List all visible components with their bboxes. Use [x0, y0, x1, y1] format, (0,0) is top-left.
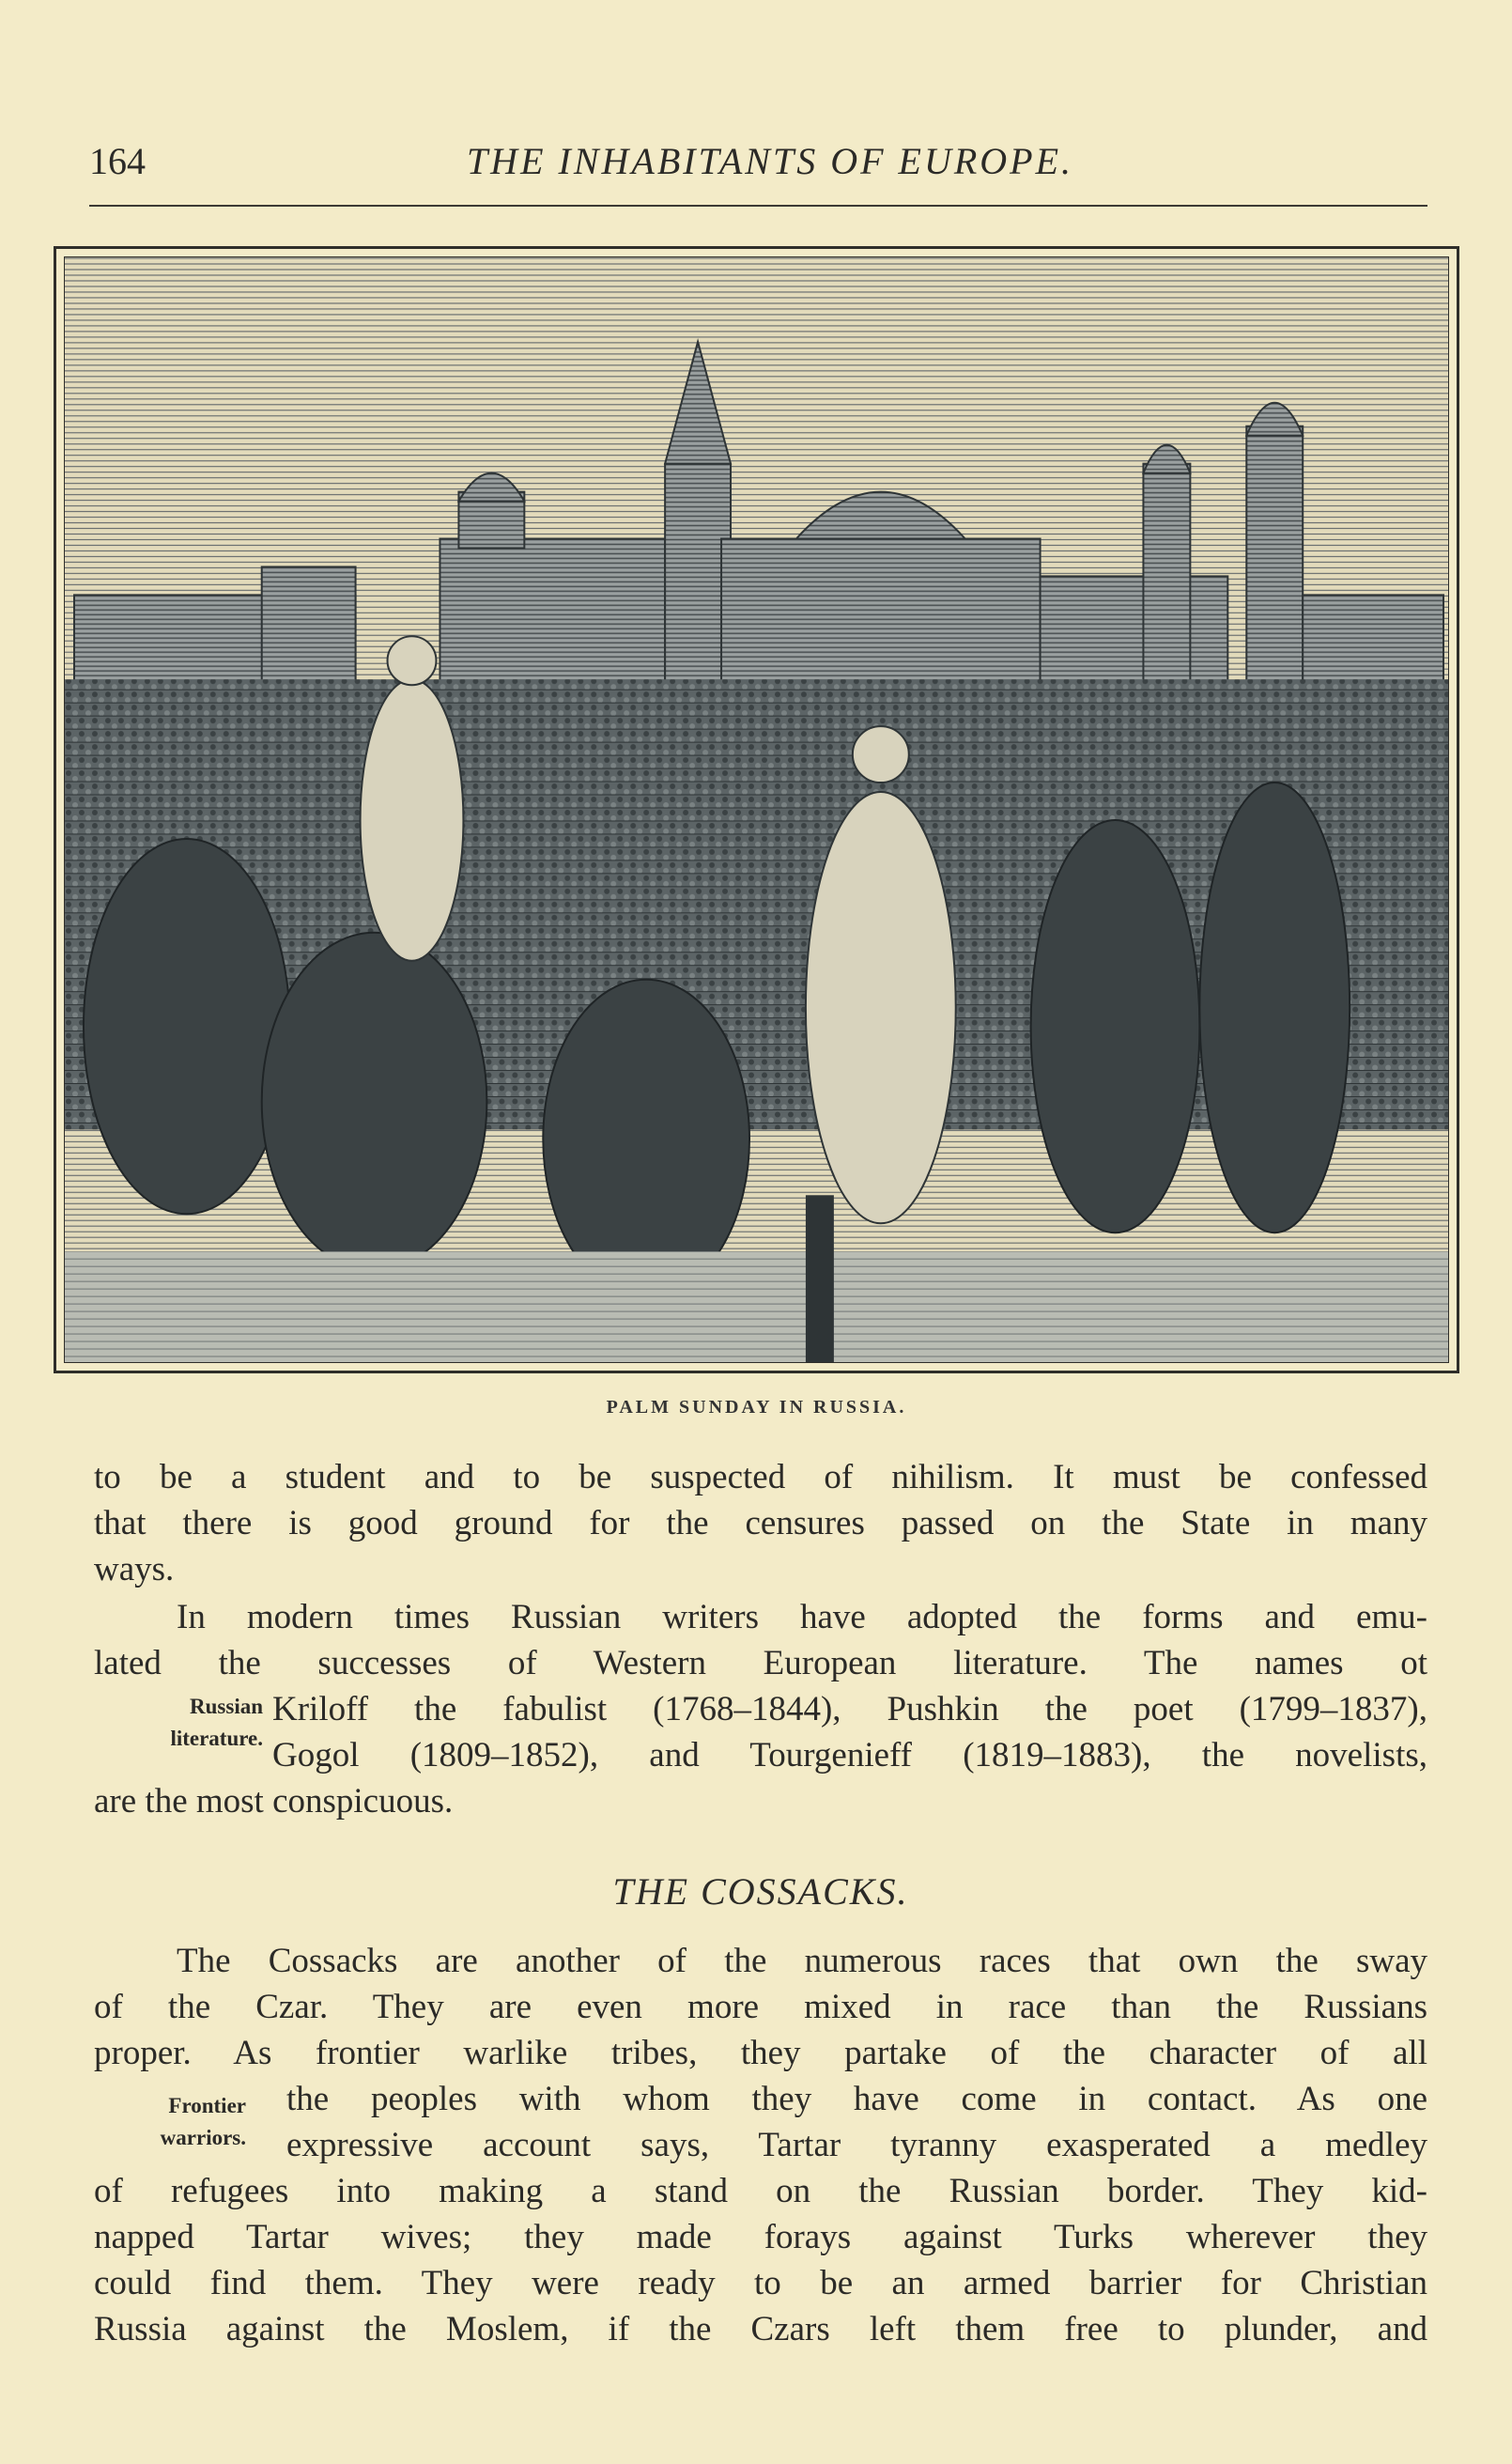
text-line: In modern times Russian writers have adopted the forms and emu- — [177, 1598, 1427, 1636]
text-line: Gogol (1809–1852), and Tourgenieff (1819–1883), the novelists, — [272, 1736, 1427, 1774]
illustration-caption: PALM SUNDAY IN RUSSIA. — [606, 1397, 907, 1418]
text-line: expressive account says, Tartar tyranny exasperated a medley — [286, 2126, 1427, 2164]
text-line: to be a student and to be suspected of nihilism. It must be confessed — [94, 1458, 1427, 1496]
text-line: Kriloff the fabulist (1768–1844), Pushkin the poet (1799–1837), — [272, 1690, 1427, 1728]
text-line: the peoples with whom they have come in contact. As one — [286, 2080, 1427, 2118]
page-number: 164 — [89, 140, 146, 182]
sidenote-frontier-warriors — [86, 2090, 246, 2154]
text-line: lated the successes of Western European literature. The names ot — [94, 1644, 1427, 1682]
paragraph-2 — [94, 1594, 1427, 1824]
sidenote-line: literature. — [170, 1727, 263, 1750]
text-line: Russia against the Moslem, if the Czars left them free to plunder, and — [94, 2310, 1427, 2348]
sidenote-line: Frontier — [168, 2094, 246, 2117]
engraving-artwork — [65, 257, 1448, 1362]
illustration-plate — [54, 246, 1459, 1373]
text-line: proper. As frontier warlike tribes, they partake of the character of all — [94, 2034, 1427, 2072]
text-line: could find them. They were ready to be an armed barrier for Christian — [94, 2264, 1427, 2302]
sidenote-line: Russian — [190, 1695, 263, 1718]
engraving — [64, 256, 1449, 1363]
text-line: are the most conspicuous. — [94, 1782, 454, 1821]
section-heading: THE COSSACKS. — [612, 1870, 909, 1913]
sidenote-line: warriors. — [160, 2126, 246, 2149]
text-line: of refugees into making a stand on the Russian border. They kid- — [94, 2172, 1427, 2210]
running-title: THE INHABITANTS OF EUROPE. — [466, 140, 1074, 182]
text-line: The Cossacks are another of the numerous races that own the sway — [177, 1942, 1427, 1980]
sidenote-russian-literature — [103, 1691, 263, 1755]
header-rule — [89, 205, 1427, 207]
paragraph-1 — [94, 1454, 1427, 1592]
paragraph-3 — [94, 1938, 1427, 2352]
text-line: of the Czar. They are even more mixed in race than the Russians — [94, 1988, 1427, 2026]
text-line: that there is good ground for the censures passed on the State in many — [94, 1504, 1427, 1542]
text-line: ways. — [94, 1550, 175, 1588]
text-line: napped Tartar wives; they made forays against Turks wherever they — [94, 2218, 1427, 2256]
